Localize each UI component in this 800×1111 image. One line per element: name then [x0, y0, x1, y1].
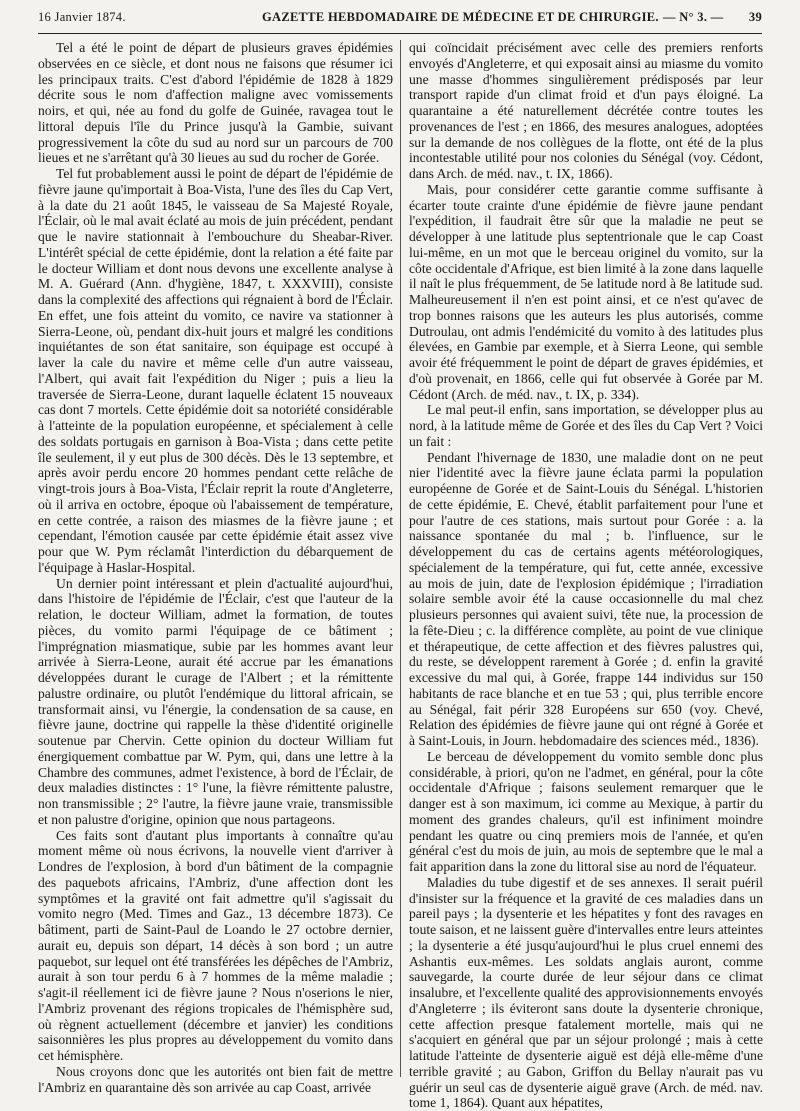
- right-column: [409, 40, 763, 1111]
- journal-title: GAZETTE HEBDOMADAIRE DE MÉDECINE ET DE CHIRURGIE.: [262, 10, 659, 24]
- page-number: 39: [748, 10, 762, 24]
- paragraph: qui coïncidait précisément avec celle des premiers renforts envoyés d'Angleterre, et qui exposait ainsi au miasme du vomito une masse d'hommes singulièrement prédisposés par leur transport rapide d'un climat froid et d'un pays éloigné. La quarantaine a été naturellement décrétée contre toutes les provenances de l'est ; en 1866, des mesures analogues, adoptées sur la demande de nos collègues de la flotte, ont été de la plus incontestable utilité pour nos colonies du Sénégal (voy. Cédont, dans Arch. de méd. nav., t. IX, 1866).: [409, 40, 763, 181]
- column-divider: [400, 40, 401, 1077]
- paragraph: Maladies du tube digestif et de ses annexes. Il serait puéril d'insister sur la fréquence et la gravité de ces maladies dans un pareil pays ; la dysenterie et les hépatites y font des ravages en toute saison, et ne laissent guère d'intervalles entre leurs atteintes ; la dysenterie a été jusqu'aujourd'hui le plus cruel ennemi des Ashantis eux-mêmes. Les soldats anglais auront, comme sauvegarde, la courte durée de leur séjour dans ce climat insalubre, et l'excellente qualité des approvisionnements envoyés d'Angleterre ; ils éviteront sans doute la dysenterie chronique, cette affection presque fatalement mortelle, mais qui ne s'acquiert en général que par un séjour prolongé ; mais à cette latitude l'atteinte de dysenterie aiguë est déjà elle-même d'une terrible gravité ; au Gabon, Griffon du Bellay n'aurait pas vu guérir un seul cas de dysenterie aiguë grave (Arch. de méd. nav. tome 1, 1864). Quant aux hépatites,: [409, 874, 763, 1111]
- paragraph: Le berceau de développement du vomito semble donc plus considérable, à priori, qu'on ne l'admet, en général, pour la côte occidentale d'Afrique ; faisons seulement remarquer que le danger est à son maximum, ici comme au Mexique, à partir du moment des grandes chaleurs, qu'il est infiniment moindre pendant les quatre ou cinq premiers mois de l'année, et qu'en général c'est du mois de juin, au mois de septembre que le mal a fait apparition dans la zone du littoral sise au nord de l'équateur.: [409, 748, 763, 874]
- paragraph: Un dernier point intéressant et plein d'actualité aujourd'hui, dans l'histoire de l'épidémie de l'Éclair, c'est que l'auteur de la relation, le docteur William, admet la formation, de toutes pièces, du vomito parmi l'équipage de ce bâtiment ; l'imprégnation miasmatique, subie par les hommes avant leur arrivée à Sierra-Leone, aurait été accrue par les émanations développées durant le curage de l'Albert ; et la rémittente palustre ordinaire, ou plutôt l'endémique du littoral africain, se transformait ainsi, vu l'énergie, la condensation de sa cause, en fièvre jaune, doctrine qui rappelle la thèse d'identité originelle soutenue par Chervin. Cette opinion du docteur William fut énergiquement combattue par W. Pym, qui, dans une lettre à la Chambre des communes, admet l'existence, à bord de l'Éclair, de deux maladies distinctes : 1° l'une, la fièvre rémittente palustre, non transmissible ; 2° l'autre, la fièvre jaune vraie, transmissible et non palustre d'origine, opinion que nous partageons.: [38, 575, 393, 827]
- paragraph: Le mal peut-il enfin, sans importation, se développer plus au nord, à la latitude même de Gorée et des îles du Cap Vert ? Voici un fait :: [409, 402, 763, 449]
- left-column: [38, 40, 393, 1095]
- paragraph: Tel fut probablement aussi le point de départ de l'épidémie de fièvre jaune qu'importait à Boa-Vista, l'une des îles du Cap Vert, à la date du 21 août 1845, le vaisseau de Sa Majesté Royale, l'Éclair, où le mal avait éclaté au mois de juin précédent, pendant que le navire stationnait à l'embouchure du Sheabar-River. L'intérêt spécial de cette épidémie, dont la relation a été faite par le docteur William et dont nous devons une excellente analyse à M. A. Guérard (Ann. d'hygiène, 1847, t. XXXVIII), consiste dans la complexité des affections qui régnaient à bord de l'Éclair. En effet, une fois atteint du vomito, ce navire va stationner à Sierra-Leone, où, pendant dix-huit jours et malgré les conditions inquiétantes de son état sanitaire, son équipage est occupé à laver la cale du navire et même celle d'un autre vaisseau, l'Albert, qui avait fait l'expédition du Niger ; puis a lieu la traversée de Sierra-Leone, durant laquelle éclatent 15 nouveaux cas dont 7 mortels. Cette épidémie doit sa notoriété considérable à l'atteinte de la population européenne, et spécialement à celle des soldats portugais en garnison à Boa-Vista ; dans cette petite île seulement, il y eut plus de 300 décès. Dès le 13 septembre, et après avoir perdu encore 20 hommes pendant cette relâche de vingt-trois jours à Boa-Vista, l'Éclair reprit la route d'Angleterre, où il arriva en octobre, époque où l'abaissement de température, en cette contrée, a raison des miasmes de la fièvre jaune ; et cependant, l'émotion causée par cette épidémie était assez vive pour que W. Pym réclamât l'interdiction du débarquement de l'équipage à Haslar-Hospital.: [38, 166, 393, 575]
- issue-number: — N° 3. —: [663, 10, 724, 24]
- paragraph: Tel a été le point de départ de plusieurs graves épidémies observées en ce siècle, et dont nous ne faisons que résumer ici les principaux traits. C'est d'abord l'épidémie de 1828 à 1829 décrite sous le nom d'affection maligne avec vomissements noirs, et qui, née au fond du golfe de Guinée, ravagea tout le littoral depuis l'île du Prince jusqu'à la Gambie, suivant progressivement la côte du sud au nord sur un parcours de 700 lieues et ne s'arrêtant qu'à 30 lieues au sud du rocher de Gorée.: [38, 40, 393, 166]
- issue-date: 16 Janvier 1874.: [38, 10, 126, 24]
- paragraph: Mais, pour considérer cette garantie comme suffisante à écarter toute crainte d'une épidémie de fièvre jaune pendant l'expédition, il faudrait être sûr que la maladie ne peut se développer à une latitude plus septentrionale que le cap Coast lui-même, en un mot que le berceau originel du vomito, sur la côte occidentale d'Afrique, est bien limité à la zone dans laquelle il naît le plus fréquemment, de 5e latitude nord à 8e latitude sud. Malheureusement il n'en est point ainsi, et ce n'est qu'avec de trop bonnes raisons que les auteurs les plus autorisés, comme Dutroulau, ont admis l'endémicité du vomito à des latitudes plus élevées, en Gambie par exemple, et à Sierra Leone, qui semble avoir été fréquemment le point de départ de graves épidémies, et d'où provenait, en 1866, celle qui fut observée à Gorée par M. Cédont (Arch. de méd. nav., t. IX, p. 334).: [409, 181, 763, 402]
- paragraph: Nous croyons donc que les autorités ont bien fait de mettre l'Ambriz en quarantaine dès son arrivée au cap Coast, arrivée: [38, 1063, 393, 1095]
- running-header: [38, 10, 762, 34]
- header-rule: [38, 33, 762, 34]
- paragraph: Ces faits sont d'autant plus importants à connaître qu'au moment même où nous écrivons, la nouvelle vient d'arriver à Londres de l'explosion, à bord d'un bâtiment de la compagnie des paquebots africains, l'Ambriz, d'une affection dont les symptômes et la gravité ont fait admettre qu'il s'agissait du vomito negro (Med. Times and Gaz., 13 décembre 1873). Ce bâtiment, parti de Saint-Paul de Loando le 27 octobre dernier, aurait eu, depuis son départ, 14 décès à son bord ; un autre paquebot, sur lequel ont été transférées les dépêches de l'Ambriz, aurait à son tour perdu 6 à 7 hommes de la même maladie ; s'agit-il réellement ici de fièvre jaune ? Nous n'oserions le nier, l'Ambriz provenant des régions tropicales de l'hémisphère sud, où règnent actuellement (décembre et janvier) les conditions saisonnières les plus propres au développement du vomito dans cet hémisphère.: [38, 827, 393, 1063]
- paragraph: Pendant l'hivernage de 1830, une maladie dont on ne peut nier l'identité avec la fièvre jaune éclata parmi la population européenne de Gorée et de Saint-Louis du Sénégal. L'historien de cette épidémie, E. Chevé, établit parfaitement pour l'une et pour l'autre de ces stations, mais surtout pour Gorée : a. la naissance spontanée du mal ; b. l'influence, sur le développement du cas de certains agents météorologiques, spécialement de la température, qui fut, cette année, excessive au mois de juin, date de l'explosion épidémique ; l'irradiation solaire semble avoir été la cause occasionnelle du mal chez plusieurs personnes qui avaient suivi, tête nue, la procession de la fête-Dieu ; c. la différence complète, au point de vue clinique et thérapeutique, de cette affection et des fièvres palustres qui, du reste, se développent rarement à Gorée ; d. enfin la gravité excessive du mal qui, à Gorée, frappe 144 individus sur 150 habitants de race blanche et en tue 53 ; qui, plus terrible encore au Sénégal, fait périr 328 Européens sur 650 (voy. Chevé, Relation des épidémies de fièvre jaune qui ont régné à Gorée et à Saint-Louis, in Journ. hebdomadaire des sciences méd., 1836).: [409, 449, 763, 748]
